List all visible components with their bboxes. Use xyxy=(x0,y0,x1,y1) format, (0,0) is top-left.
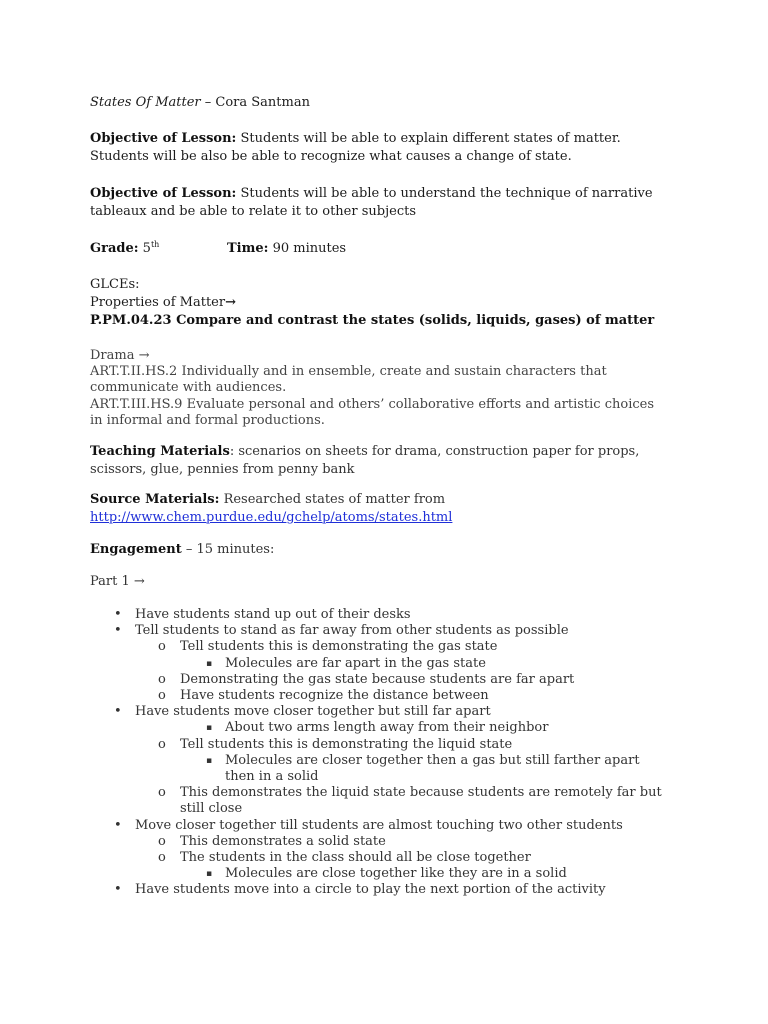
source-materials-text: Researched states of matter from xyxy=(219,492,446,507)
square-bullet-icon: ▪ xyxy=(206,658,213,669)
lesson-title: States Of Matter xyxy=(90,95,201,110)
list-item-text: Demonstrating the gas state because students are far apart xyxy=(180,671,575,687)
objective-1 xyxy=(90,130,668,166)
circle-bullet-icon: o xyxy=(158,671,166,687)
time-label: Time: xyxy=(227,241,269,256)
teaching-materials-text: : scenarios on sheets for drama, construction paper for props, scissors, glue, pennies from penny bank xyxy=(90,444,640,477)
grade-suffix: th xyxy=(150,240,160,249)
bullet-icon: • xyxy=(114,607,122,622)
square-bullet-icon: ▪ xyxy=(206,755,213,766)
square-bullet-icon: ▪ xyxy=(206,723,213,734)
part-1-heading: Part 1 → xyxy=(90,574,145,589)
list-item xyxy=(90,607,668,623)
objective-2-text: Students will be able to understand the technique of narrative tableaux and be able to relate it to other subjects xyxy=(90,186,653,219)
list-item-text: Molecules are far apart in the gas state xyxy=(225,655,486,671)
engagement-heading xyxy=(90,541,668,559)
bullet-icon: • xyxy=(114,817,122,833)
grade-value: 5 xyxy=(138,241,151,256)
drama-label: Drama → xyxy=(90,348,150,363)
grade-time-row xyxy=(90,240,668,258)
list-item-text: Have students stand up out of their desks xyxy=(135,607,411,622)
list-item-text: This demonstrates the liquid state because students are remotely far but still close xyxy=(180,785,662,817)
properties-of-matter: Properties of Matter xyxy=(90,295,226,310)
circle-bullet-icon: o xyxy=(158,688,166,704)
list-item-text: Molecules are close together like they are in a solid xyxy=(225,866,567,882)
list-item xyxy=(90,882,668,898)
circle-bullet-icon: o xyxy=(158,639,166,655)
source-materials xyxy=(90,491,668,527)
list-item-text: Have students move into a circle to play the next portion of the activity xyxy=(135,882,606,898)
list-item-text: This demonstrates a solid state xyxy=(180,833,386,849)
drama-standard-1: ART.T.II.HS.2 Individually and in ensemble, create and sustain characters that communicate with audiences. xyxy=(90,364,607,396)
document-title xyxy=(90,94,668,112)
list-item-text: Tell students this is demonstrating the liquid state xyxy=(180,736,513,752)
list-item xyxy=(90,818,668,834)
right-arrow-icon: → xyxy=(225,295,236,310)
bullet-icon: • xyxy=(114,704,122,720)
bullet-icon: • xyxy=(114,882,122,898)
list-item xyxy=(90,737,668,753)
source-link[interactable]: http://www.chem.purdue.edu/gchelp/atoms/states.html xyxy=(90,510,453,525)
list-item xyxy=(90,623,668,639)
list-item-text: Have students move closer together but still far apart xyxy=(135,704,491,720)
list-item xyxy=(90,672,668,688)
list-item-text: Molecules are closer together then a gas but still farther apart then in a solid xyxy=(225,752,640,785)
drama-section xyxy=(90,348,668,429)
engagement-label: Engagement xyxy=(90,542,182,557)
list-item-text: Tell students this is demonstrating the gas state xyxy=(180,639,498,655)
circle-bullet-icon: o xyxy=(158,833,166,849)
circle-bullet-icon: o xyxy=(158,736,166,752)
list-item xyxy=(90,639,668,655)
circle-bullet-icon: o xyxy=(158,785,166,801)
list-item xyxy=(90,704,668,720)
glces-section xyxy=(90,276,668,330)
grade-label: Grade: xyxy=(90,241,139,256)
author-name: – Cora Santman xyxy=(200,95,310,110)
teaching-materials-label: Teaching Materials xyxy=(90,444,230,459)
circle-bullet-icon: o xyxy=(158,850,166,866)
objective-1-label: Objective of Lesson: xyxy=(90,131,237,146)
source-materials-label: Source Materials: xyxy=(90,492,220,507)
list-item xyxy=(90,688,668,704)
teaching-materials xyxy=(90,443,668,479)
drama-standard-2: ART.T.III.HS.9 Evaluate personal and others’ collaborative efforts and artistic choices in informal and formal productions. xyxy=(90,396,654,428)
time-value: 90 minutes xyxy=(268,241,347,256)
list-item-text: Have students recognize the distance between xyxy=(180,688,489,704)
list-item xyxy=(90,866,668,882)
list-item-text: About two arms length away from their neighbor xyxy=(225,720,549,736)
objective-2 xyxy=(90,185,668,221)
list-item xyxy=(90,850,668,866)
list-item xyxy=(90,720,668,736)
square-bullet-icon: ▪ xyxy=(206,869,213,880)
list-item-text: Move closer together till students are almost touching two other students xyxy=(135,817,623,833)
list-item xyxy=(90,656,668,672)
glces-heading: GLCEs: xyxy=(90,277,140,292)
activity-list xyxy=(90,607,668,899)
standard-ppm: P.PM.04.23 Compare and contrast the states (solids, liquids, gases) of matter xyxy=(90,313,655,328)
objective-1-text: Students will be able to explain different states of matter. Students will be also be able to recognize what causes a change of state. xyxy=(90,131,621,164)
list-item xyxy=(90,834,668,850)
list-item-text: The students in the class should all be close together xyxy=(180,850,531,866)
list-item xyxy=(90,753,668,785)
engagement-duration: – 15 minutes: xyxy=(181,542,275,557)
list-item xyxy=(90,785,668,817)
bullet-icon: • xyxy=(114,623,122,639)
list-item-text: Tell students to stand as far away from other students as possible xyxy=(135,623,569,639)
objective-2-label: Objective of Lesson: xyxy=(90,186,237,201)
time-field xyxy=(227,240,346,258)
